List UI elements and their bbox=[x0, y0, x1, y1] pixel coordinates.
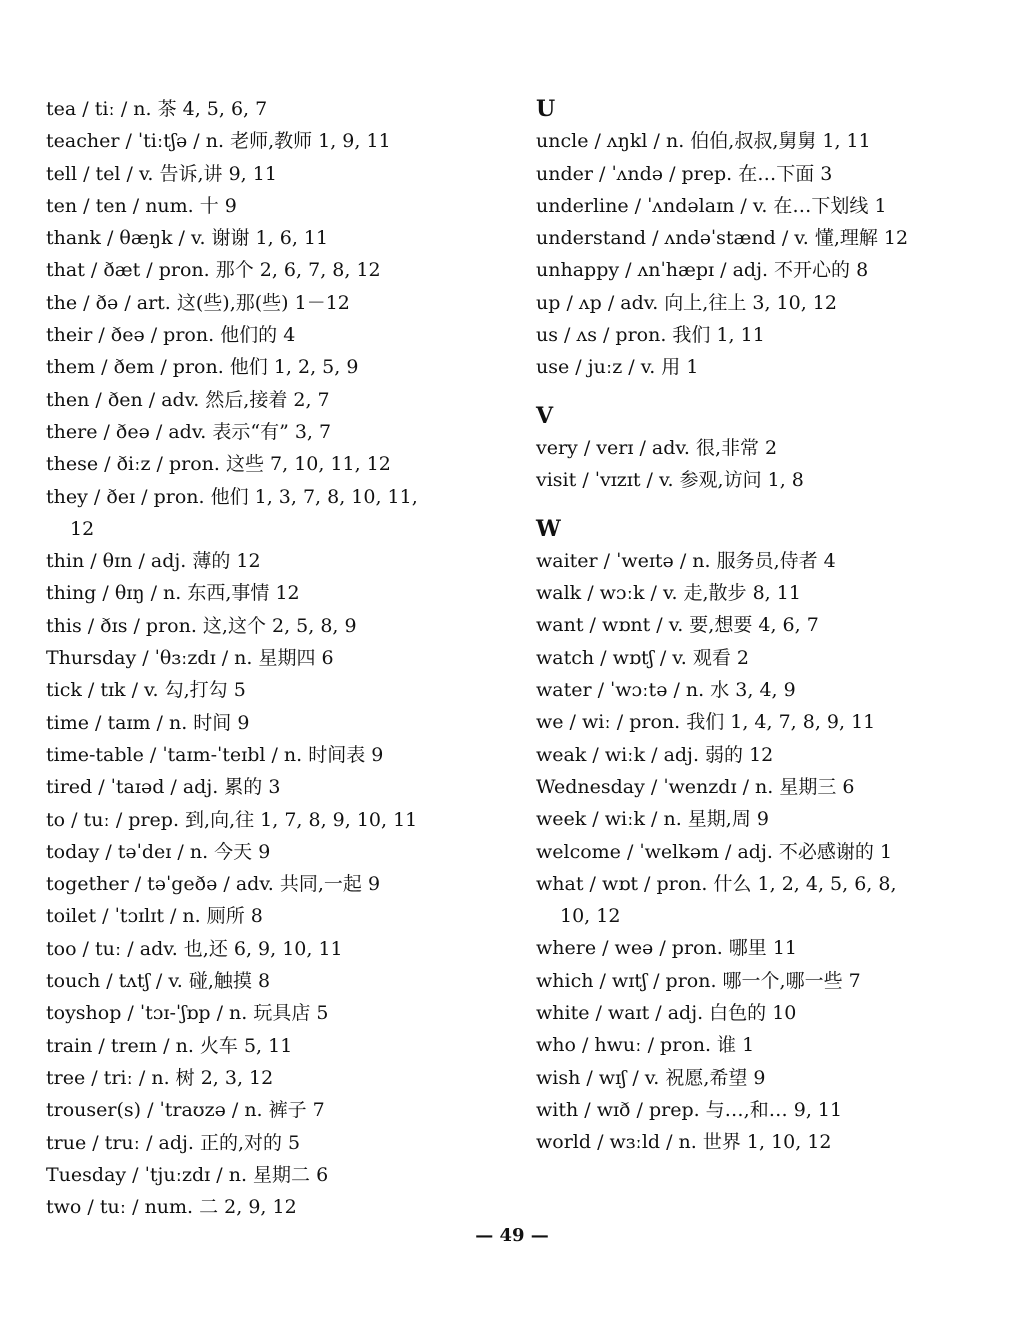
entry-watch: watch / wɒtʃ / v. 观看 2 bbox=[536, 646, 749, 669]
entry-thursday: Thursday / ˈθɜːzdɪ / n. 星期四 6 bbox=[46, 647, 334, 670]
entry-to: to / tuː / prep. 到,向,往 1, 7, 8, 9, 10, 11 bbox=[46, 808, 418, 831]
entry-thing: thing / θɪŋ / n. 东西,事情 12 bbox=[46, 582, 300, 605]
entry-weak: weak / wiːk / adj. 弱的 12 bbox=[536, 743, 774, 766]
entry-underline: underline / ˈʌndəlaɪn / v. 在…下划线 1 bbox=[536, 194, 887, 217]
entry-white: white / waɪt / adj. 白色的 10 bbox=[536, 1002, 797, 1025]
entry-want: want / wɒnt / v. 要,想要 4, 6, 7 bbox=[536, 614, 819, 637]
entry-today: today / təˈdeɪ / n. 今天 9 bbox=[46, 840, 271, 863]
entry-world: world / wɜːld / n. 世界 1, 10, 12 bbox=[536, 1131, 832, 1154]
entry-thank: thank / θæŋk / v. 谢谢 1, 6, 11 bbox=[46, 227, 329, 250]
entry-tell: tell / tel / v. 告诉,讲 9, 11 bbox=[46, 162, 277, 185]
entry-under: under / ˈʌndə / prep. 在…下面 3 bbox=[536, 162, 833, 185]
entry-tree: tree / triː / n. 树 2, 3, 12 bbox=[46, 1066, 274, 1089]
entry-welcome: welcome / ˈwelkəm / adj. 不必感谢的 1 bbox=[536, 840, 893, 863]
entry-where: where / weə / pron. 哪里 11 bbox=[536, 937, 797, 960]
entry-tuesday: Tuesday / ˈtjuːzdɪ / n. 星期二 6 bbox=[46, 1163, 329, 1186]
entry-with: with / wɪð / prep. 与…,和… 9, 11 bbox=[536, 1098, 843, 1121]
entry-what: what / wɒt / pron. 什么 1, 2, 4, 5, 6, 8, bbox=[536, 872, 897, 895]
entry-train: train / treɪn / n. 火车 5, 11 bbox=[46, 1034, 293, 1057]
entry-thin: thin / θɪn / adj. 薄的 12 bbox=[46, 550, 261, 573]
entry-walk: walk / wɔːk / v. 走,散步 8, 11 bbox=[536, 582, 801, 605]
entry-time-table: time-table / ˈtaɪm-ˈteɪbl / n. 时间表 9 bbox=[46, 743, 384, 766]
entry-these: these / ðiːz / pron. 这些 7, 10, 11, 12 bbox=[46, 453, 391, 476]
entry-teacher: teacher / ˈtiːtʃə / n. 老师,教师 1, 9, 11 bbox=[46, 130, 391, 153]
entry-visit: visit / ˈvɪzɪt / v. 参观,访问 1, 8 bbox=[536, 469, 804, 492]
page-number: — 49 — bbox=[475, 1225, 549, 1246]
entry-two: two / tuː / num. 二 2, 9, 12 bbox=[46, 1196, 297, 1219]
entry-toyshop: toyshop / ˈtɔɪ-ˈʃɒp / n. 玩具店 5 bbox=[46, 1002, 329, 1025]
entry-up: up / ʌp / adv. 向上,往上 3, 10, 12 bbox=[536, 291, 837, 314]
entry-time: time / taɪm / n. 时间 9 bbox=[46, 711, 250, 734]
entry-then: then / ðen / adv. 然后,接着 2, 7 bbox=[46, 388, 330, 411]
entry-the: the / ðə / art. 这(些),那(些) 1－12 bbox=[46, 291, 350, 314]
entry-their: their / ðeə / pron. 他们的 4 bbox=[46, 324, 296, 347]
entry-uncle: uncle / ʌŋkl / n. 伯伯,叔叔,舅舅 1, 11 bbox=[536, 130, 871, 153]
entry-touch: touch / tʌtʃ / v. 碰,触摸 8 bbox=[46, 970, 271, 993]
entry-too: too / tuː / adv. 也,还 6, 9, 10, 11 bbox=[46, 937, 343, 960]
entry-wednesday: Wednesday / ˈwenzdɪ / n. 星期三 6 bbox=[536, 775, 855, 798]
entry-what-continued: 10, 12 bbox=[560, 905, 621, 928]
entry-which: which / wɪtʃ / pron. 哪一个,哪一些 7 bbox=[536, 969, 861, 992]
entry-week: week / wiːk / n. 星期,周 9 bbox=[536, 808, 769, 831]
entry-together: together / təˈgeðə / adv. 共同,一起 9 bbox=[46, 873, 381, 896]
entry-there: there / ðeə / adv. 表示“有” 3, 7 bbox=[46, 420, 332, 443]
entry-they-continued: 12 bbox=[70, 517, 95, 540]
right-column bbox=[536, 93, 1006, 1159]
entry-tick: tick / tɪk / v. 勾,打勾 5 bbox=[46, 679, 246, 702]
entry-we: we / wiː / pron. 我们 1, 4, 7, 8, 9, 11 bbox=[536, 711, 876, 734]
entry-that: that / ðæt / pron. 那个 2, 6, 7, 8, 12 bbox=[46, 259, 381, 282]
entry-this: this / ðɪs / pron. 这,这个 2, 5, 8, 9 bbox=[46, 614, 357, 637]
entry-who: who / hwuː / pron. 谁 1 bbox=[536, 1034, 755, 1057]
entry-water: water / ˈwɔːtə / n. 水 3, 4, 9 bbox=[536, 679, 796, 702]
entry-them: them / ðem / pron. 他们 1, 2, 5, 9 bbox=[46, 356, 359, 379]
section-heading-v: V bbox=[536, 402, 554, 429]
entry-us: us / ʌs / pron. 我们 1, 11 bbox=[536, 324, 765, 347]
entry-tired: tired / ˈtaɪəd / adj. 累的 3 bbox=[46, 776, 281, 799]
entry-tea: tea / tiː / n. 茶 4, 5, 6, 7 bbox=[46, 98, 268, 120]
section-heading-w: W bbox=[536, 515, 561, 542]
entry-understand: understand / ʌndəˈstænd / v. 懂,理解 12 bbox=[536, 227, 909, 250]
entry-unhappy: unhappy / ʌnˈhæpɪ / adj. 不开心的 8 bbox=[536, 259, 869, 282]
entry-very: very / verɪ / adv. 很,非常 2 bbox=[536, 436, 778, 459]
entry-trousers: trouser(s) / ˈtraʊzə / n. 裤子 7 bbox=[46, 1099, 325, 1122]
entry-ten: ten / ten / num. 十 9 bbox=[46, 194, 237, 217]
left-column bbox=[46, 93, 516, 1223]
entry-use: use / juːz / v. 用 1 bbox=[536, 356, 699, 379]
entry-waiter: waiter / ˈweɪtə / n. 服务员,侍者 4 bbox=[536, 549, 836, 572]
entry-toilet: toilet / ˈtɔɪlɪt / n. 厕所 8 bbox=[46, 905, 263, 928]
entry-they: they / ðeɪ / pron. 他们 1, 3, 7, 8, 10, 11, bbox=[46, 485, 418, 508]
section-heading-u: U bbox=[536, 96, 556, 122]
entry-wish: wish / wɪʃ / v. 祝愿,希望 9 bbox=[536, 1066, 766, 1089]
entry-true: true / truː / adj. 正的,对的 5 bbox=[46, 1131, 301, 1154]
